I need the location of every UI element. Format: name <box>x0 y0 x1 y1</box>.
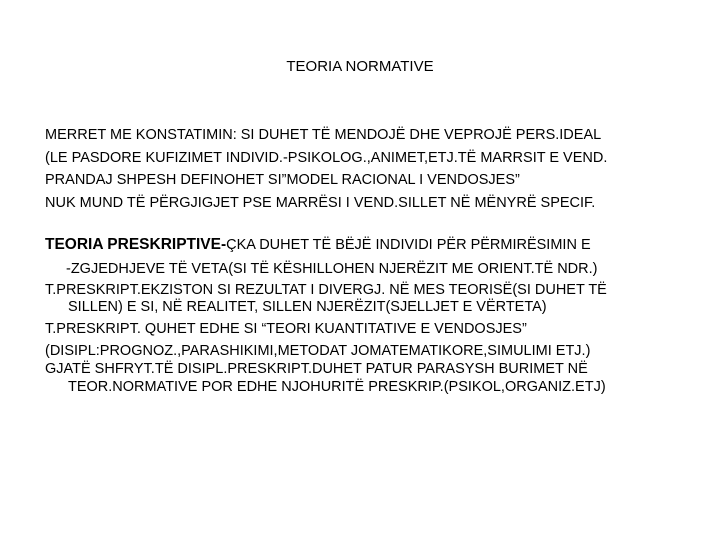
prescriptive-line: T.PRESKRIPT. QUHET EDHE SI “TEORI KUANTITATIVE E VENDOSJES” <box>45 321 527 337</box>
prescriptive-heading: TEORIA PRESKRIPTIVE- <box>45 236 227 253</box>
prescriptive-heading-line <box>45 237 591 253</box>
prescriptive-heading-rest: ÇKA DUHET TË BËJË INDIVIDI PËR PËRMIRËSIMIN E <box>226 237 591 253</box>
normative-line: (LE PASDORE KUFIZIMET INDIVID.-PSIKOLOG.,ANIMET,ETJ.TË MARRSIT E VEND. <box>45 150 608 166</box>
prescriptive-line: SILLEN) E SI, NË REALITET, SILLEN NJERËZIT(SJELLJET E VËRTETA) <box>68 299 547 315</box>
prescriptive-line: T.PRESKRIPT.EKZISTON SI REZULTAT I DIVERGJ. NË MES TEORISË(SI DUHET TË <box>45 282 607 298</box>
normative-line: NUK MUND TË PËRGJIGJET PSE MARRËSI I VEND.SILLET NË MËNYRË SPECIF. <box>45 195 596 211</box>
prescriptive-line: GJATË SHFRYT.TË DISIPL.PRESKRIPT.DUHET PATUR PARASYSH BURIMET NË <box>45 361 588 377</box>
prescriptive-line: TEOR.NORMATIVE POR EDHE NJOHURITË PRESKRIP.(PSIKOL,ORGANIZ.ETJ) <box>68 379 606 395</box>
normative-line: PRANDAJ SHPESH DEFINOHET SI”MODEL RACIONAL I VENDOSJES” <box>45 172 520 188</box>
normative-line: MERRET ME KONSTATIMIN: SI DUHET TË MENDOJË DHE VEPROJË PERS.IDEAL <box>45 127 602 143</box>
prescriptive-line: (DISIPL:PROGNOZ.,PARASHIKIMI,METODAT JOMATEMATIKORE,SIMULIMI ETJ.) <box>45 343 591 359</box>
slide-title: TEORIA NORMATIVE <box>286 58 434 75</box>
prescriptive-line: -ZGJEDHJEVE TË VETA(SI TË KËSHILLOHEN NJERËZIT ME ORIENT.TË NDR.) <box>66 261 598 277</box>
